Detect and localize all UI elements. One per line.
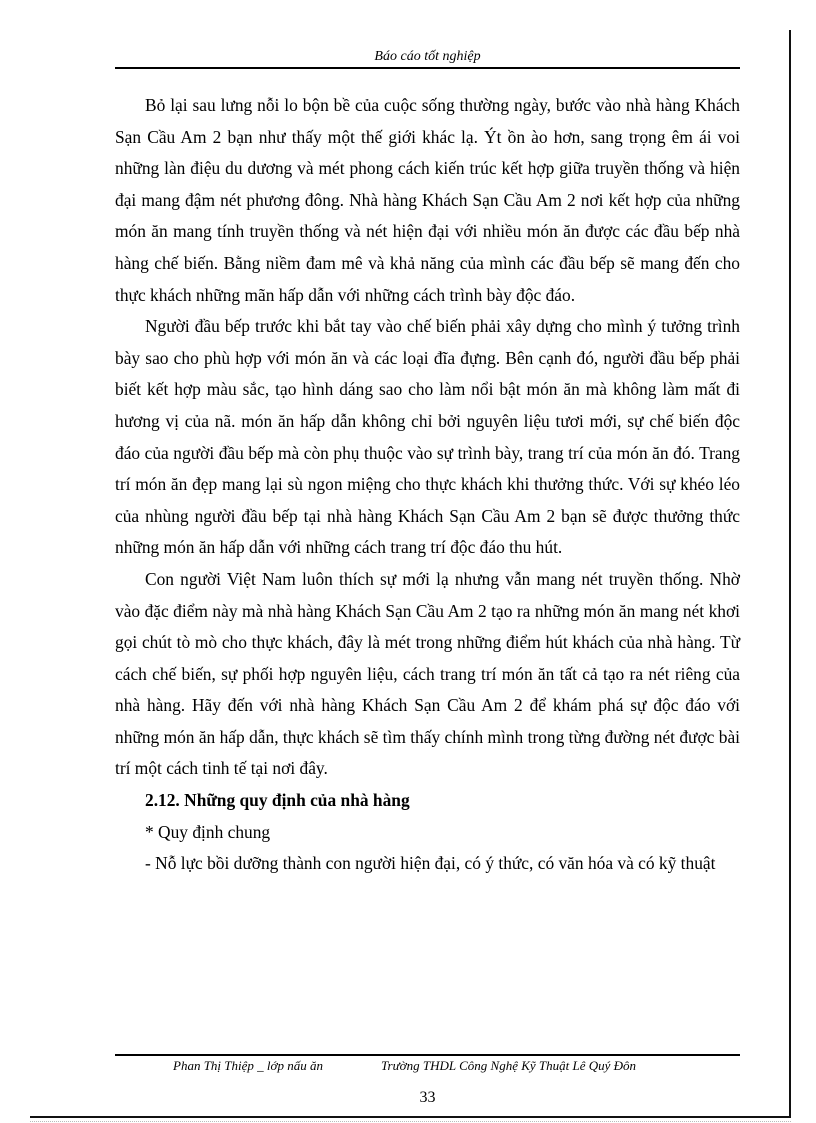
header-rule	[115, 67, 740, 69]
footer-rule	[115, 1054, 740, 1056]
page-dotted-edge	[30, 1121, 791, 1122]
page-border-bottom	[30, 1116, 791, 1118]
footer-author: Phan Thị Thiệp _ lớp nấu ăn	[173, 1058, 323, 1073]
paragraph-1: Bỏ lại sau lưng nỗi lo bộn bề của cuộc sống thường ngày, bước vào nhà hàng Khách Sạn Cầu Am 2 bạn như thấy một thế giới khác lạ. Ýt ồn ào hơn, sang trọng êm ái voi những làn điệu du dương và mét phong cách kiến trúc kết hợp giữa truyền thống và hiện đại mang đậm nét phương đông. Nhà hàng Khách Sạn Cầu Am 2 nơi kết hợp của những món ăn mang tính truyền thống và nét hiện đại với nhiều món ăn được các đầu bếp nhà hàng chế biến. Bằng niềm đam mê và khả năng của mình các đầu bếp sẽ mang đến cho thực khách những mãn hấp dẫn với những cách trình bày độc đáo.	[115, 95, 740, 305]
section-heading: 2.12. Những quy định của nhà hàng	[145, 790, 410, 811]
page-border-right	[789, 30, 791, 1118]
footer-school: Trường THDL Công Nghệ Kỹ Thuật Lê Quý Đôn	[381, 1058, 637, 1073]
body-text	[115, 90, 740, 880]
running-header: Báo cáo tốt nghiệp	[374, 49, 481, 64]
paragraph-3: Con người Việt Nam luôn thích sự mới lạ nhưng vẫn mang nét truyền thống. Nhờ vào đặc điểm này mà nhà hàng Khách Sạn Cầu Am 2 tạo ra những món ăn mang nét khơi gọi chút tò mò cho thực khách, đây là mét trong những điểm hút khách của nhà hàng. Từ cách chế biến, sự phối hợp nguyên liệu, cách trang trí món ăn tất cả tạo ra nét riêng của nhà hàng. Hãy đến với nhà hàng Khách Sạn Cầu Am 2 để khám phá sự độc đáo với những món ăn hấp dẫn, thực khách sẽ tìm thấy chính mình trong từng đường nét được bài trí một cách tinh tế tại nơi đây.	[115, 568, 740, 779]
page-number: 33	[419, 1089, 436, 1106]
bullet-item: - Nỗ lực bồi dưỡng thành con người hiện đại, có ý thức, có văn hóa và có kỹ thuật	[145, 853, 716, 874]
subheading: * Quy định chung	[145, 821, 271, 842]
paragraph-2: Người đầu bếp trước khi bắt tay vào chế biến phải xây dựng cho mình ý tưởng trình bày sao cho phù hợp với món ăn và các loại đĩa đựng. Bên cạnh đó, người đầu bếp phải biết kết hợp màu sắc, tạo hình dáng sao cho làm nổi bật món ăn mà không làm mất đi hương vị của nã. món ăn hấp dẫn không chỉ bởi nguyên liệu tươi mới, sự chế biến độc đáo của người đầu bếp mà còn phụ thuộc vào sự trình bày, trang trí của món ăn đó. Trang trí món ăn đẹp mang lại sù ngon miệng cho thực khách khi thưởng thức. Với sự khéo léo của nhùng người đầu bếp tại nhà hàng Khách Sạn Cầu Am 2 bạn sẽ được thưởng thức những món ăn hấp dẫn với những cách trang trí độc đáo thu hút.	[115, 316, 740, 558]
